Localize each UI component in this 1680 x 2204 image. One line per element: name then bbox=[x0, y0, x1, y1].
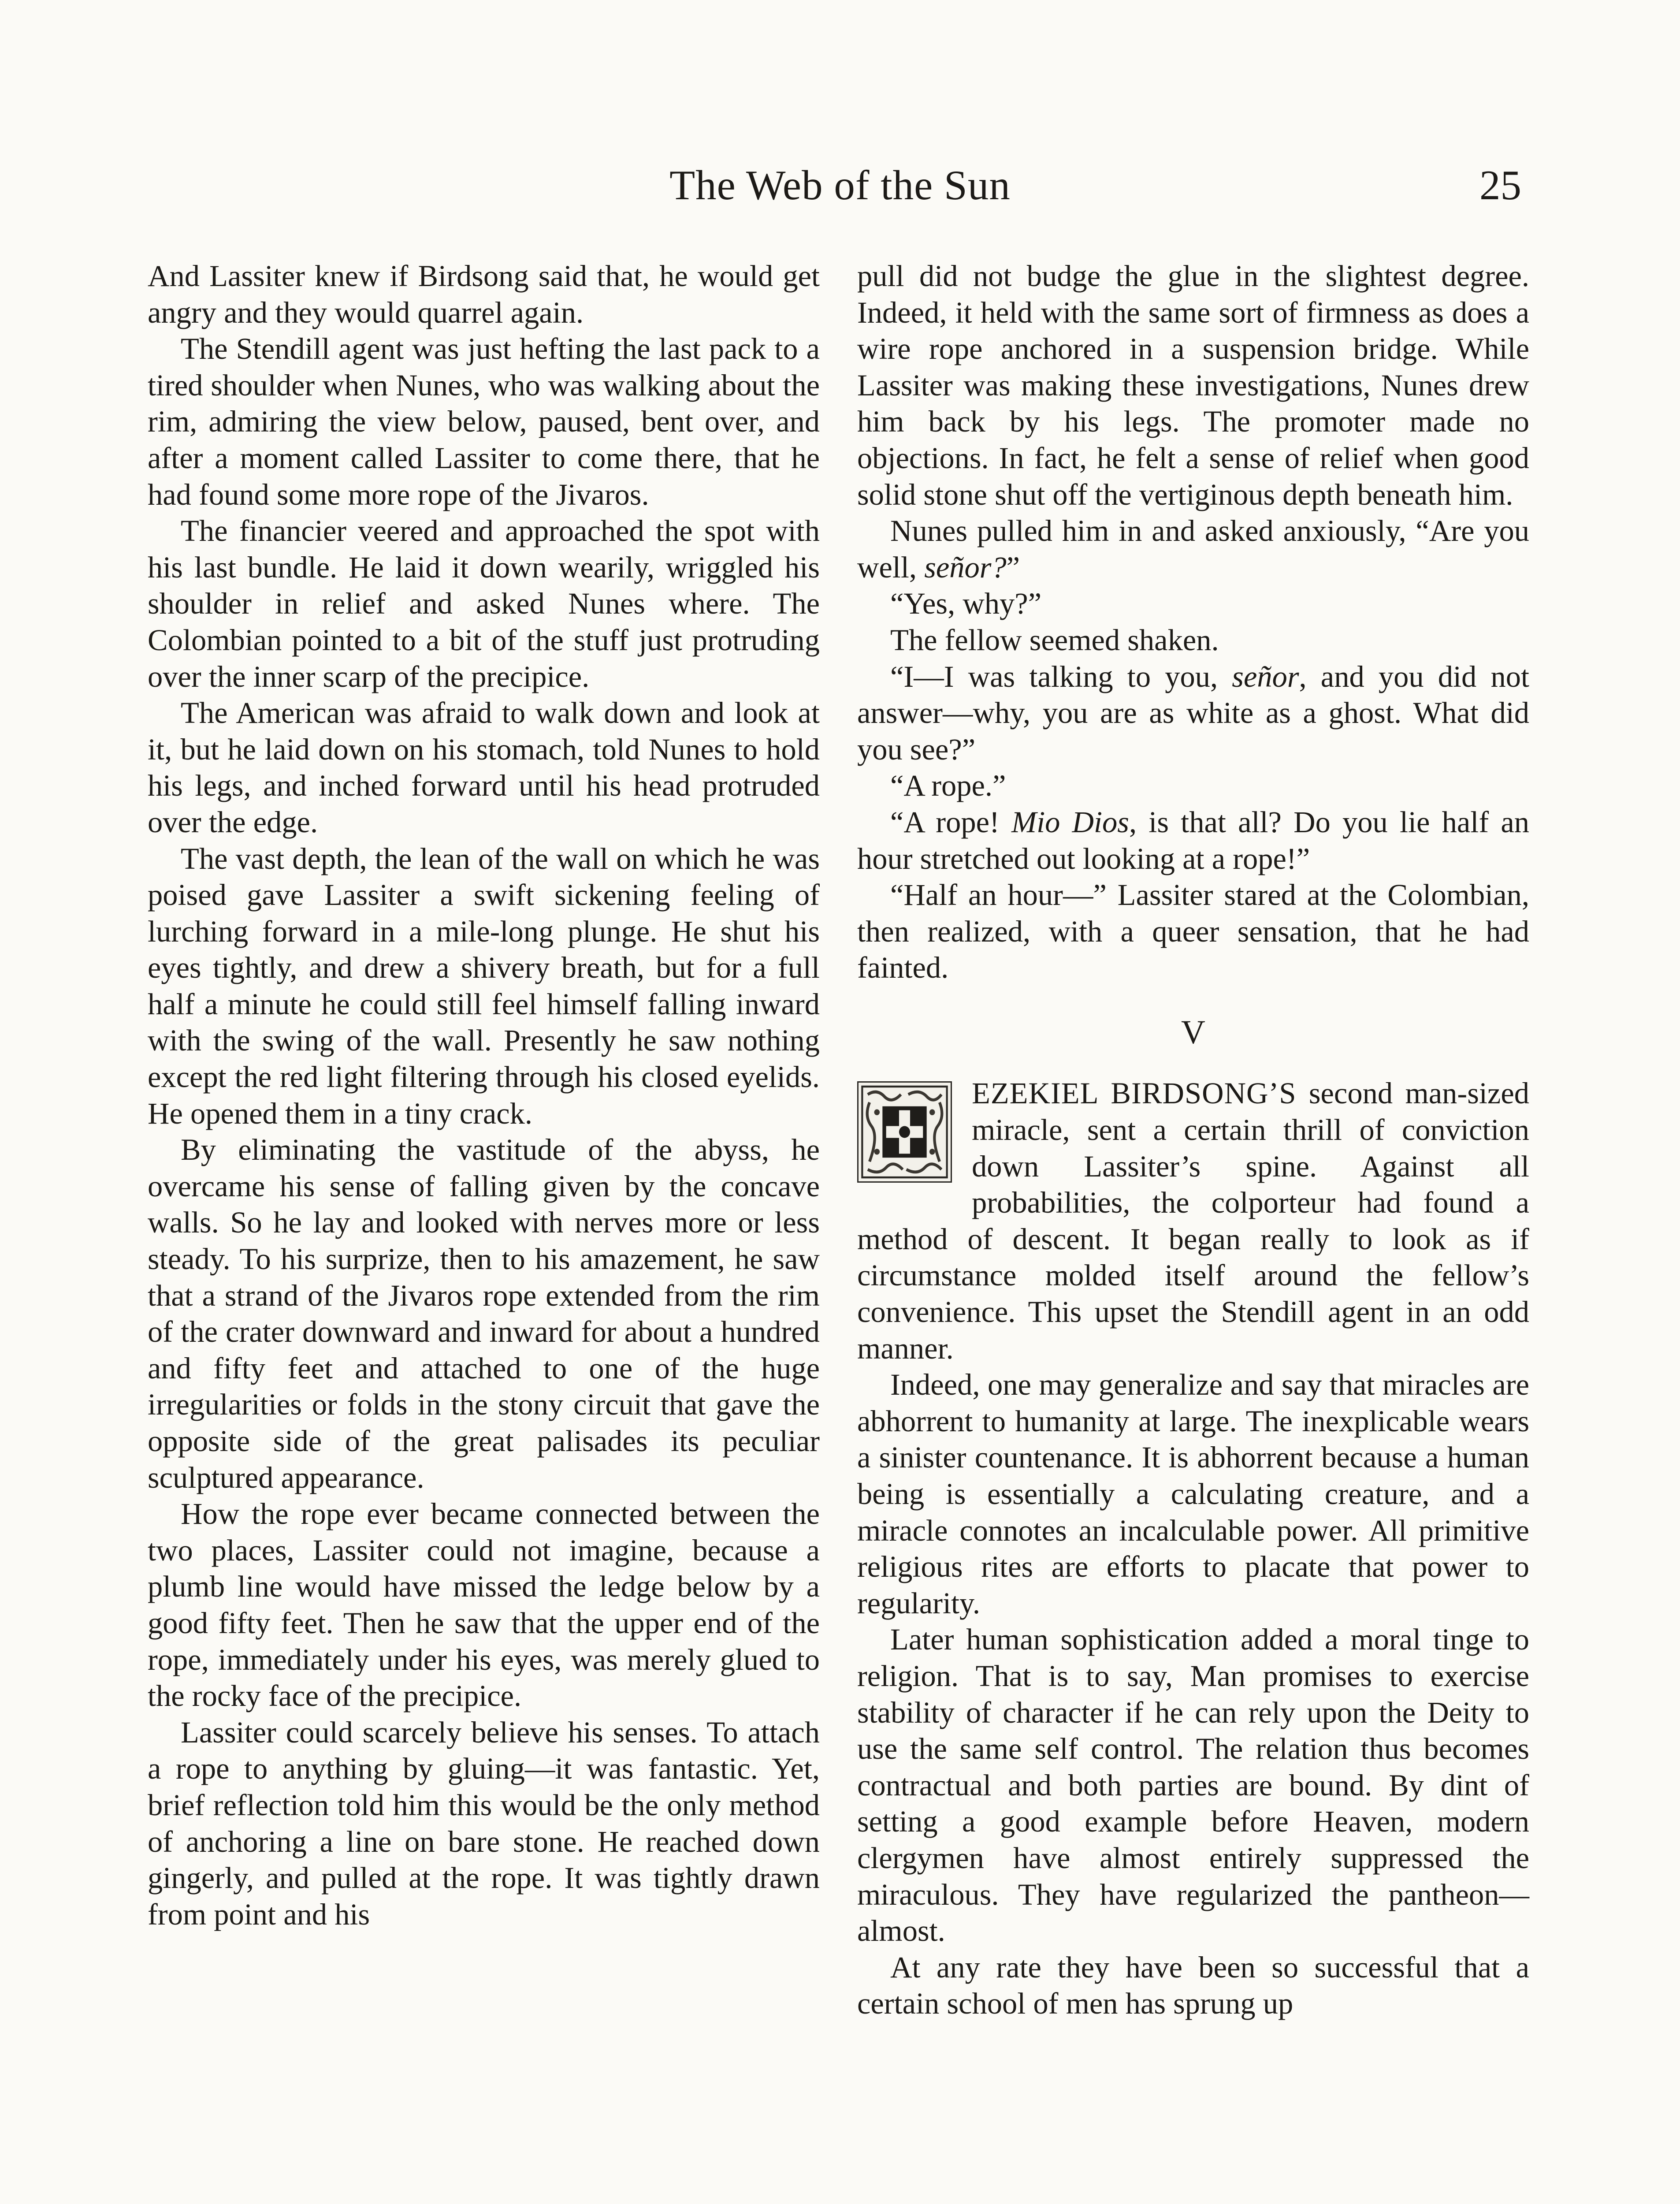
ornamental-initial-icon bbox=[857, 1081, 952, 1183]
paragraph: “Yes, why?” bbox=[890, 587, 1042, 621]
lead-in-caps: EZEKIEL BIRDSONG’S bbox=[972, 1076, 1297, 1110]
text-run: , and you did not answer—why, you are as white as a ghost. What did you see?” bbox=[857, 659, 1529, 766]
paragraph bbox=[857, 659, 1529, 768]
running-title: The Web of the Sun bbox=[669, 162, 1011, 208]
right-column bbox=[857, 258, 1529, 2022]
paragraph bbox=[857, 513, 1529, 585]
text-run: , is that all? Do you lie half an hour stretched out looking at a rope!” bbox=[857, 805, 1529, 875]
paragraph: How the rope ever became connected between the two places, Lassiter could not imagine, because a plumb line would have missed the ledge below by a good fifty feet. Then he saw that the upper end of the rope, immediately under his eyes, was merely glued to the rocky face of the precipice. bbox=[148, 1497, 820, 1713]
running-head bbox=[0, 161, 1680, 214]
section-number: V bbox=[1181, 1013, 1205, 1051]
italic-text: Mio Dios bbox=[1011, 805, 1129, 839]
text-run: “A rope! bbox=[890, 805, 1012, 839]
paragraph bbox=[857, 1075, 1529, 1366]
paragraph: The American was afraid to walk down and look at it, but he laid down on his stomach, told Nunes to hold his legs, and inched forward until his head protruded over the edge. bbox=[148, 696, 820, 839]
italic-text: señor bbox=[1232, 659, 1299, 693]
text-run: ” bbox=[1006, 550, 1020, 584]
paragraph: “A rope.” bbox=[890, 769, 1006, 803]
paragraph: “Half an hour—” Lassiter stared at the Colombian, then realized, with a queer sensation, that he had fainted. bbox=[857, 878, 1529, 985]
paragraph: Lassiter could scarcely believe his senses. To attach a rope to anything by gluing—it was fantastic. Yet, brief reflection told him this would be the only method of anchoring a line on bare stone. He reached down gingerly, and pulled at the rope. It was tightly drawn from point and his bbox=[148, 1715, 820, 1931]
text-run: second man-sized miracle, sent a certain thrill of conviction down Lassiter’s spine. Against all probabilities, the colporteur had found a method of descent. It began really to look as if circumstance molded itself around the fellow’s convenience. This upset the Stendill agent in an odd manner. bbox=[857, 1076, 1529, 1365]
paragraph: At any rate they have been so successful that a certain school of men has sprung up bbox=[857, 1950, 1529, 2021]
paragraph: The fellow seemed shaken. bbox=[890, 623, 1219, 657]
paragraph: The financier veered and approached the spot with his last bundle. He laid it down wearily, wriggled his shoulder in relief and asked Nunes where. The Colombian pointed to a bit of the stuff just protruding over the inner scarp of the precipice. bbox=[148, 514, 820, 693]
section-opening bbox=[857, 1075, 1529, 1366]
paragraph: And Lassiter knew if Birdsong said that, he would get angry and they would quarrel again. bbox=[148, 259, 820, 329]
italic-text: señor? bbox=[924, 550, 1007, 584]
text-run: Nunes pulled him in and asked anxiously, “Are you well, bbox=[857, 514, 1529, 584]
paragraph: By eliminating the vastitude of the abyss, he overcame his sense of falling given by the concave walls. So he lay and looked with nerves more or less steady. To his surprize, then to his amazement, he saw that a strand of the Jivaros rope extended from the rim of the crater downward and inward for about a hundred and fifty feet and attached to one of the huge irregularities or folds in the stony circuit that gave the opposite side of the great palisades its peculiar sculptured appearance. bbox=[148, 1133, 820, 1494]
page-number: 25 bbox=[1479, 162, 1521, 208]
paragraph: Later human sophistication added a moral tinge to religion. That is to say, Man promises to exercise stability of character if he can rely upon the Deity to use the same self control. The relation thus becomes contractual and both parties are bound. By dint of setting a good example before Heaven, modern clergymen have almost entirely suppressed the miraculous. They have regularized the pantheon—almost. bbox=[857, 1623, 1529, 1948]
paragraph: pull did not budge the glue in the slightest degree. Indeed, it held with the same sort of firmness as does a wire rope anchored in a suspension bridge. While Lassiter was making these investigations, Nunes drew him back by his legs. The promoter made no objections. In fact, he felt a sense of relief when good solid stone shut off the vertiginous depth beneath him. bbox=[857, 259, 1529, 511]
text-run: “I—I was talking to you, bbox=[890, 659, 1232, 693]
left-column bbox=[148, 258, 820, 1932]
paragraph: Indeed, one may generalize and say that miracles are abhorrent to humanity at large. The inexplicable wears a sinister countenance. It is abhorrent because a human being is essentially a calculating creature, and a miracle connotes an incalculable power. All primitive religious rites are efforts to placate that power to regularity. bbox=[857, 1368, 1529, 1620]
paragraph bbox=[857, 804, 1529, 877]
paragraph: The Stendill agent was just hefting the last pack to a tired shoulder when Nunes, who was walking about the rim, admiring the view below, paused, bent over, and after a moment called Lassiter to come there, that he had found some more rope of the Jivaros. bbox=[148, 332, 820, 511]
paragraph: The vast depth, the lean of the wall on which he was poised gave Lassiter a swift sickening feeling of lurching forward in a mile-long plunge. He shut his eyes tightly, and drew a shivery breath, but for a full half a minute he could still feel himself falling inward with the swing of the wall. Presently he saw nothing except the red light filtering through his closed eyelids. He opened them in a tiny crack. bbox=[148, 841, 820, 1130]
